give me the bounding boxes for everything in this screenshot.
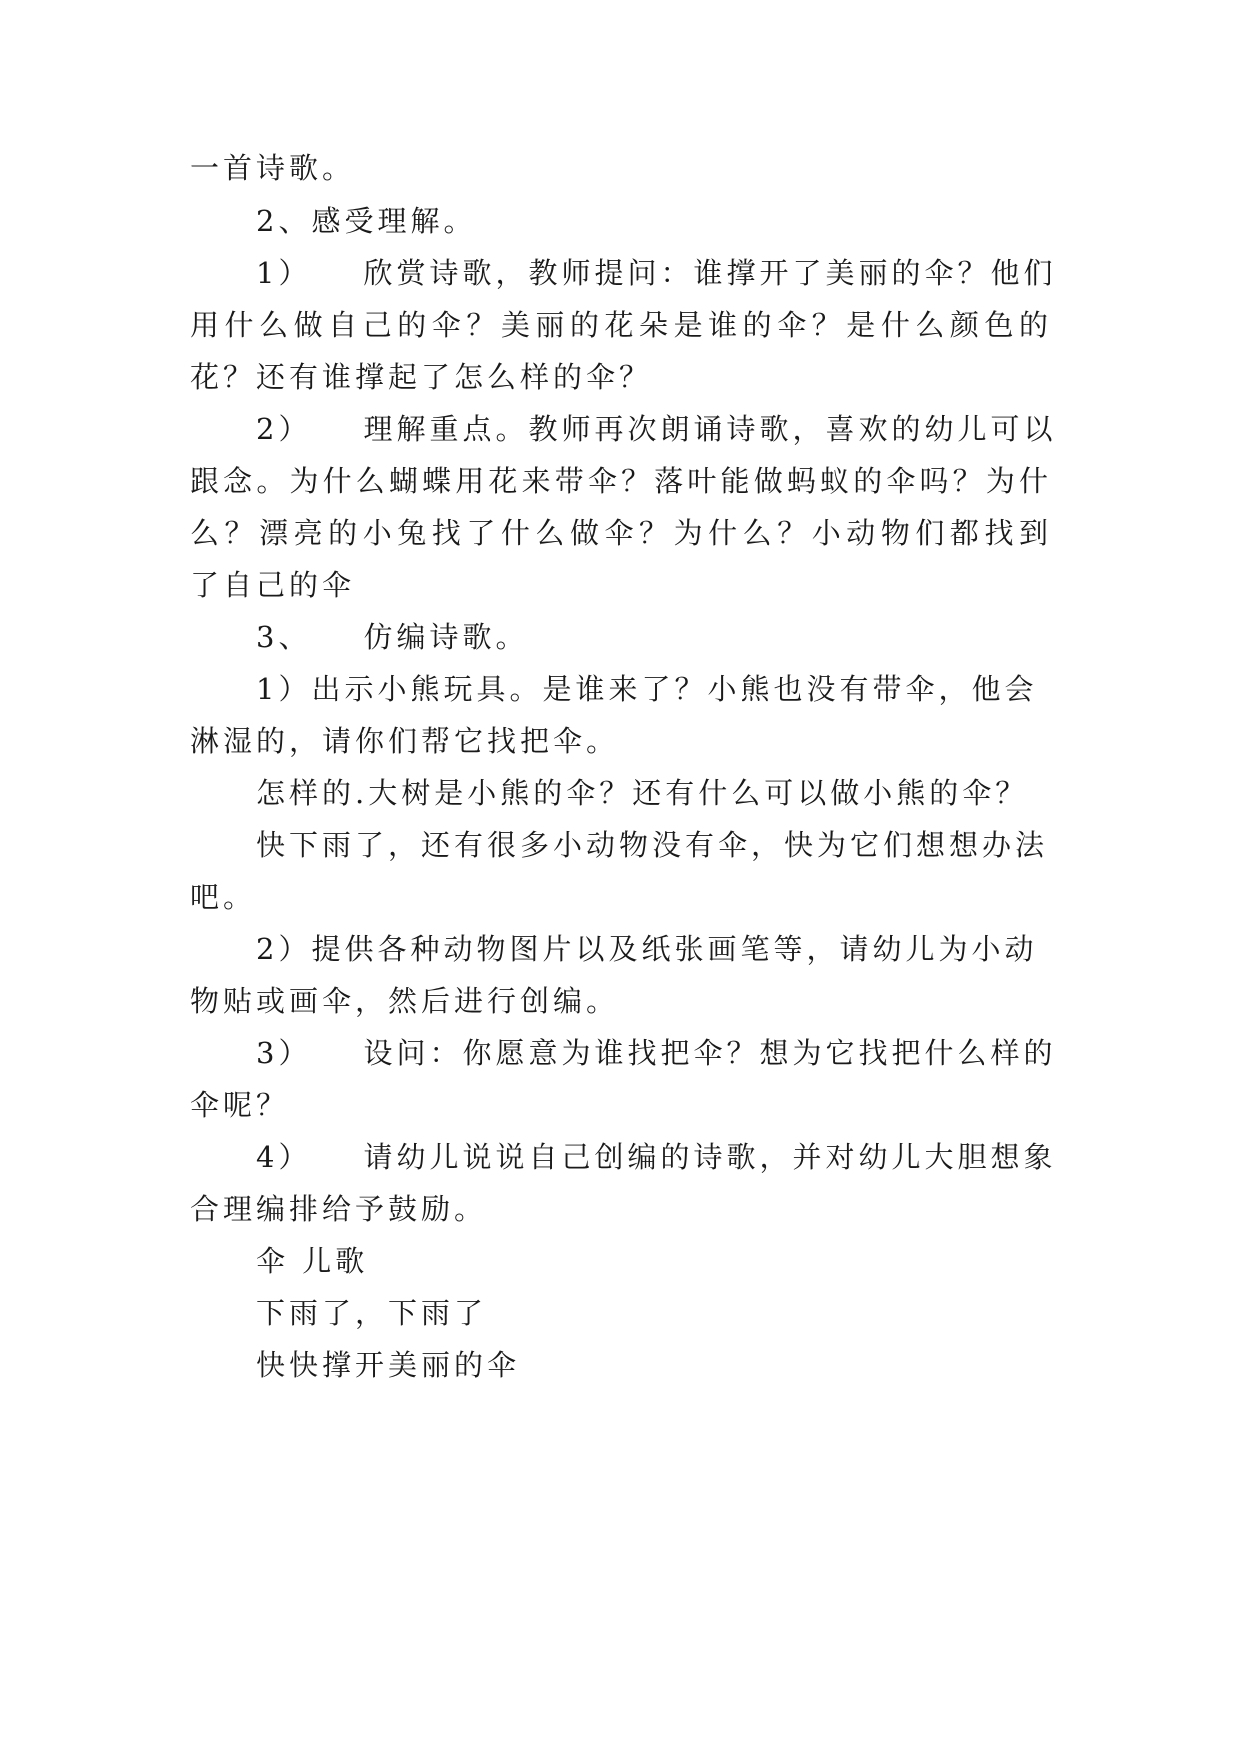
list-item-text: 理解重点。教师再次朗诵诗歌，喜欢的幼儿可以 bbox=[363, 412, 1057, 446]
list-item bbox=[256, 1137, 1056, 1177]
list-marker: 3） bbox=[256, 1036, 312, 1070]
list-marker: 3、 bbox=[256, 620, 312, 654]
poem-line: 快快撑开美丽的伞 bbox=[256, 1348, 521, 1382]
text-line: 么？漂亮的小兔找了什么做伞？为什么？小动物们都找到 bbox=[190, 516, 1048, 550]
text-line: 了自己的伞 bbox=[190, 568, 356, 602]
text-line: 物贴或画伞，然后进行创编。 bbox=[190, 984, 620, 1018]
text-line: 1）出示小熊玩具。是谁来了？小熊也没有带伞，他会 bbox=[256, 672, 1038, 706]
list-marker: 2） bbox=[256, 412, 312, 446]
text-line: 淋湿的，请你们帮它找把伞。 bbox=[190, 724, 620, 758]
text-line: 用什么做自己的伞？美丽的花朵是谁的伞？是什么颜色的 bbox=[190, 308, 1048, 342]
list-marker: 4） bbox=[256, 1140, 312, 1174]
text-line: 合理编排给予鼓励。 bbox=[190, 1192, 488, 1226]
list-item-text: 设问：你愿意为谁找把伞？想为它找把什么样的 bbox=[363, 1036, 1057, 1070]
text-line: 跟念。为什么蝴蝶用花来带伞？落叶能做蚂蚁的伞吗？为什 bbox=[190, 464, 1048, 498]
text-line: 怎样的.大树是小熊的伞？还有什么可以做小熊的伞？ bbox=[256, 776, 1029, 810]
poem-title: 伞 儿歌 bbox=[256, 1244, 369, 1278]
section-heading bbox=[256, 617, 528, 657]
text-line: 2）提供各种动物图片以及纸张画笔等，请幼儿为小动 bbox=[256, 932, 1038, 966]
list-item bbox=[256, 253, 1056, 293]
poem-line: 下雨了，下雨了 bbox=[256, 1296, 488, 1330]
text-line: 快下雨了，还有很多小动物没有伞，快为它们想想办法 bbox=[256, 828, 1049, 862]
text-line: 吧。 bbox=[190, 880, 257, 914]
list-item-text: 请幼儿说说自己创编的诗歌，并对幼儿大胆想象 bbox=[363, 1140, 1057, 1174]
section-heading: 2、感受理解。 bbox=[256, 204, 477, 238]
section-heading-text: 仿编诗歌。 bbox=[363, 620, 529, 654]
list-marker: 1） bbox=[256, 256, 312, 290]
list-item bbox=[256, 409, 1056, 449]
list-item-text: 欣赏诗歌，教师提问：谁撑开了美丽的伞？他们 bbox=[363, 256, 1057, 290]
text-line: 伞呢？ bbox=[190, 1088, 290, 1122]
text-line: 花？还有谁撑起了怎么样的伞？ bbox=[190, 360, 653, 394]
list-item bbox=[256, 1033, 1056, 1073]
text-line: 一首诗歌。 bbox=[190, 151, 356, 185]
